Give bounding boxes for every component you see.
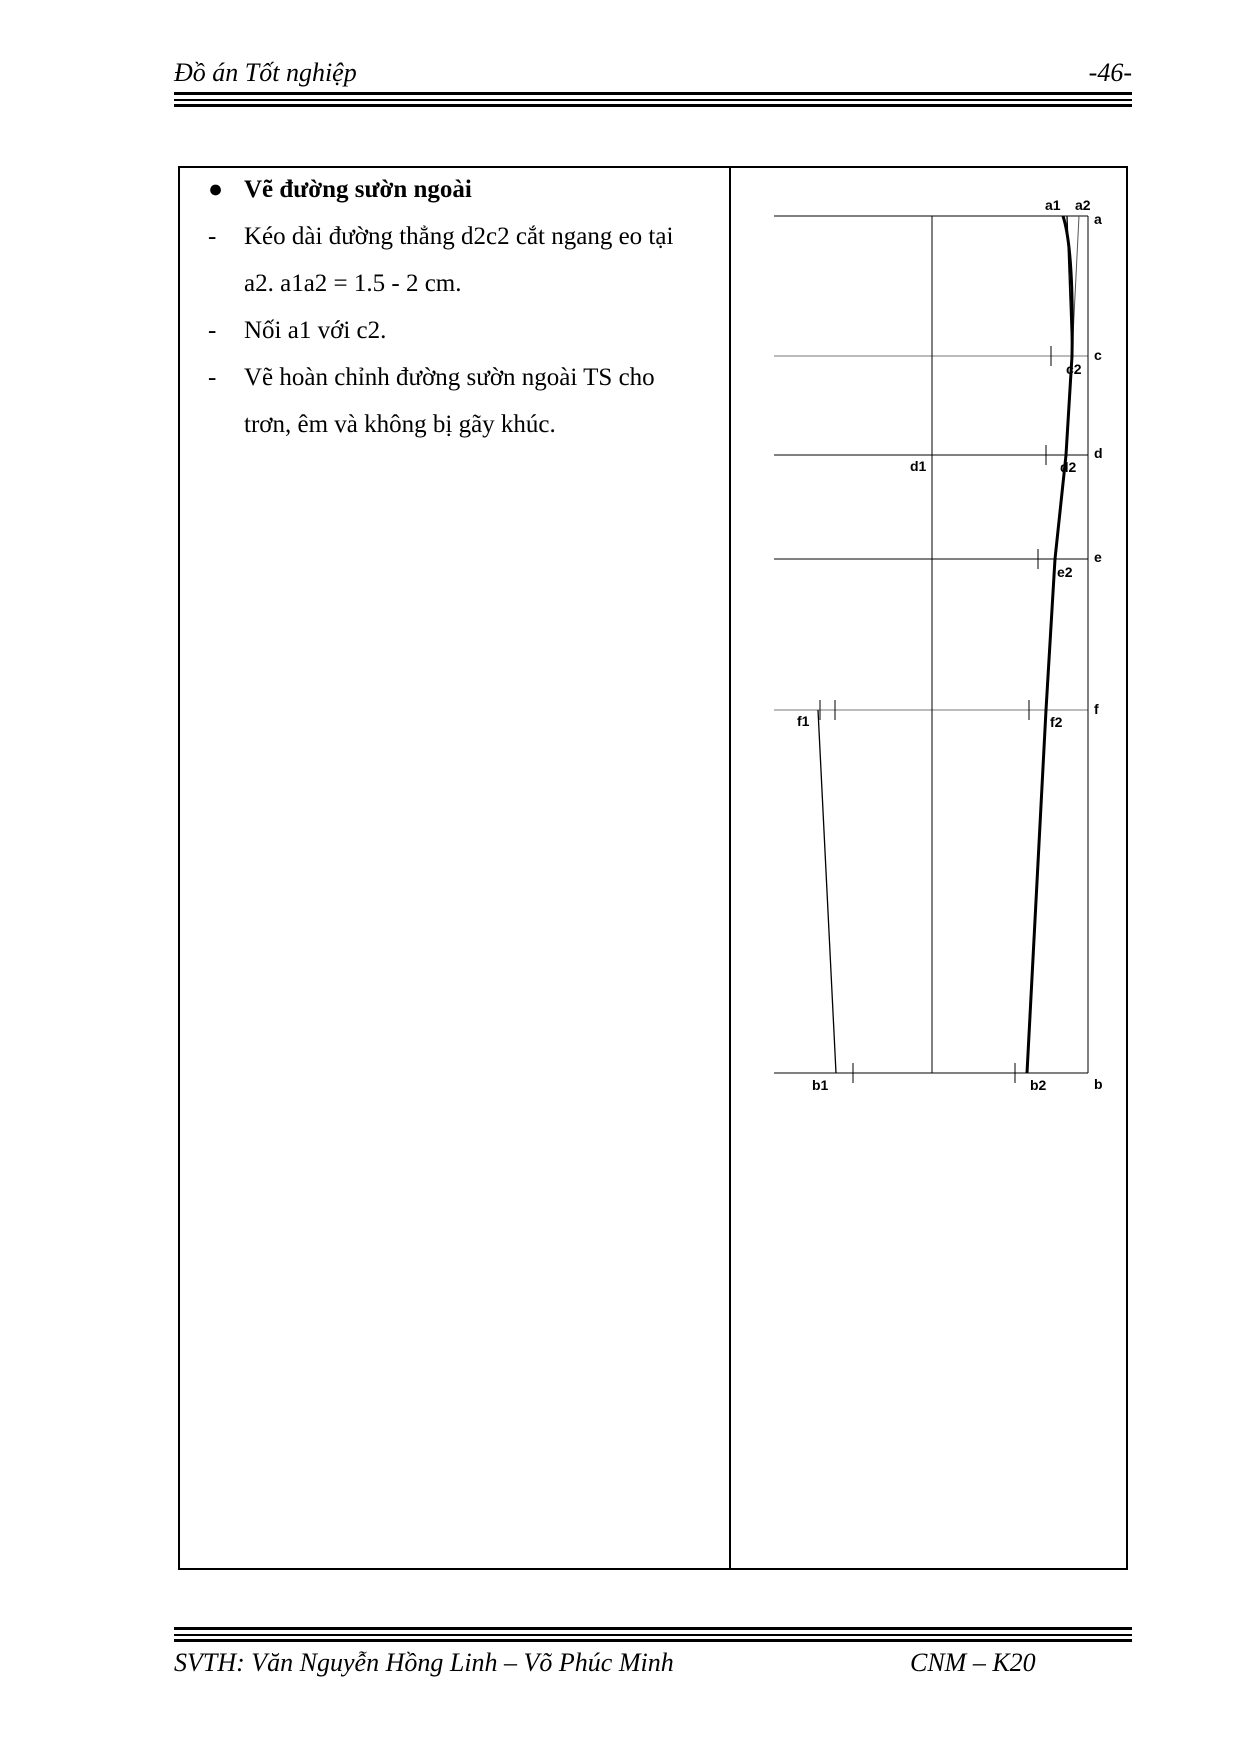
- label-b: b: [1094, 1076, 1103, 1092]
- bullet-icon: ●: [208, 176, 224, 203]
- label-b1: b1: [812, 1077, 829, 1093]
- pattern-diagram: [732, 168, 1126, 1568]
- footer-rule-bottom: [174, 1639, 1132, 1642]
- step-item: [200, 354, 720, 401]
- footer-rule-middle: [174, 1634, 1132, 1636]
- dash-marker: -: [208, 364, 217, 391]
- outer-side-seam: [1027, 216, 1072, 1073]
- dash-marker: -: [208, 223, 217, 250]
- header-rule-middle: [174, 99, 1132, 101]
- instruction-column: [200, 166, 720, 448]
- page-footer: [174, 1648, 1132, 1688]
- label-b2: b2: [1030, 1077, 1047, 1093]
- footer-authors: SVTH: Văn Nguyễn Hồng Linh – Võ Phúc Minh: [174, 1648, 674, 1677]
- dash-marker: -: [208, 317, 217, 344]
- section-heading: [200, 166, 720, 213]
- label-f2: f2: [1050, 714, 1063, 730]
- step-item: [200, 307, 720, 354]
- footer-class: CNM – K20: [910, 1648, 1036, 1677]
- step-text-continued: trơn, êm và không bị gãy khúc.: [244, 411, 556, 438]
- label-a: a: [1094, 211, 1102, 227]
- header-rule-top: [174, 92, 1132, 95]
- label-d2: d2: [1060, 459, 1077, 475]
- document-title: Đồ án Tốt nghiệp: [174, 58, 357, 87]
- step-text: Vẽ hoàn chỉnh đường sườn ngoài TS cho: [244, 364, 655, 391]
- step-text: Kéo dài đường thẳng d2c2 cắt ngang eo tại: [244, 223, 674, 250]
- label-c2: c2: [1066, 361, 1082, 377]
- label-e: e: [1094, 549, 1102, 565]
- step-text-continued: a2. a1a2 = 1.5 - 2 cm.: [244, 270, 462, 297]
- label-e2: e2: [1057, 564, 1073, 580]
- footer-rule-top: [174, 1627, 1132, 1630]
- label-f1: f1: [797, 713, 810, 729]
- header-rule-bottom: [174, 104, 1132, 107]
- page-number: -46-: [1088, 58, 1132, 87]
- step-text: Nối a1 với c2.: [244, 317, 387, 344]
- label-f: f: [1094, 701, 1099, 717]
- column-divider: [729, 166, 731, 1570]
- label-a2: a2: [1075, 197, 1091, 213]
- label-a1: a1: [1045, 197, 1061, 213]
- label-d: d: [1094, 445, 1103, 461]
- label-c: c: [1094, 347, 1102, 363]
- heading-text: Vẽ đường sườn ngoài: [244, 176, 472, 203]
- label-d1: d1: [910, 458, 927, 474]
- step-item: [200, 213, 720, 260]
- line-f1-b1: [818, 710, 836, 1073]
